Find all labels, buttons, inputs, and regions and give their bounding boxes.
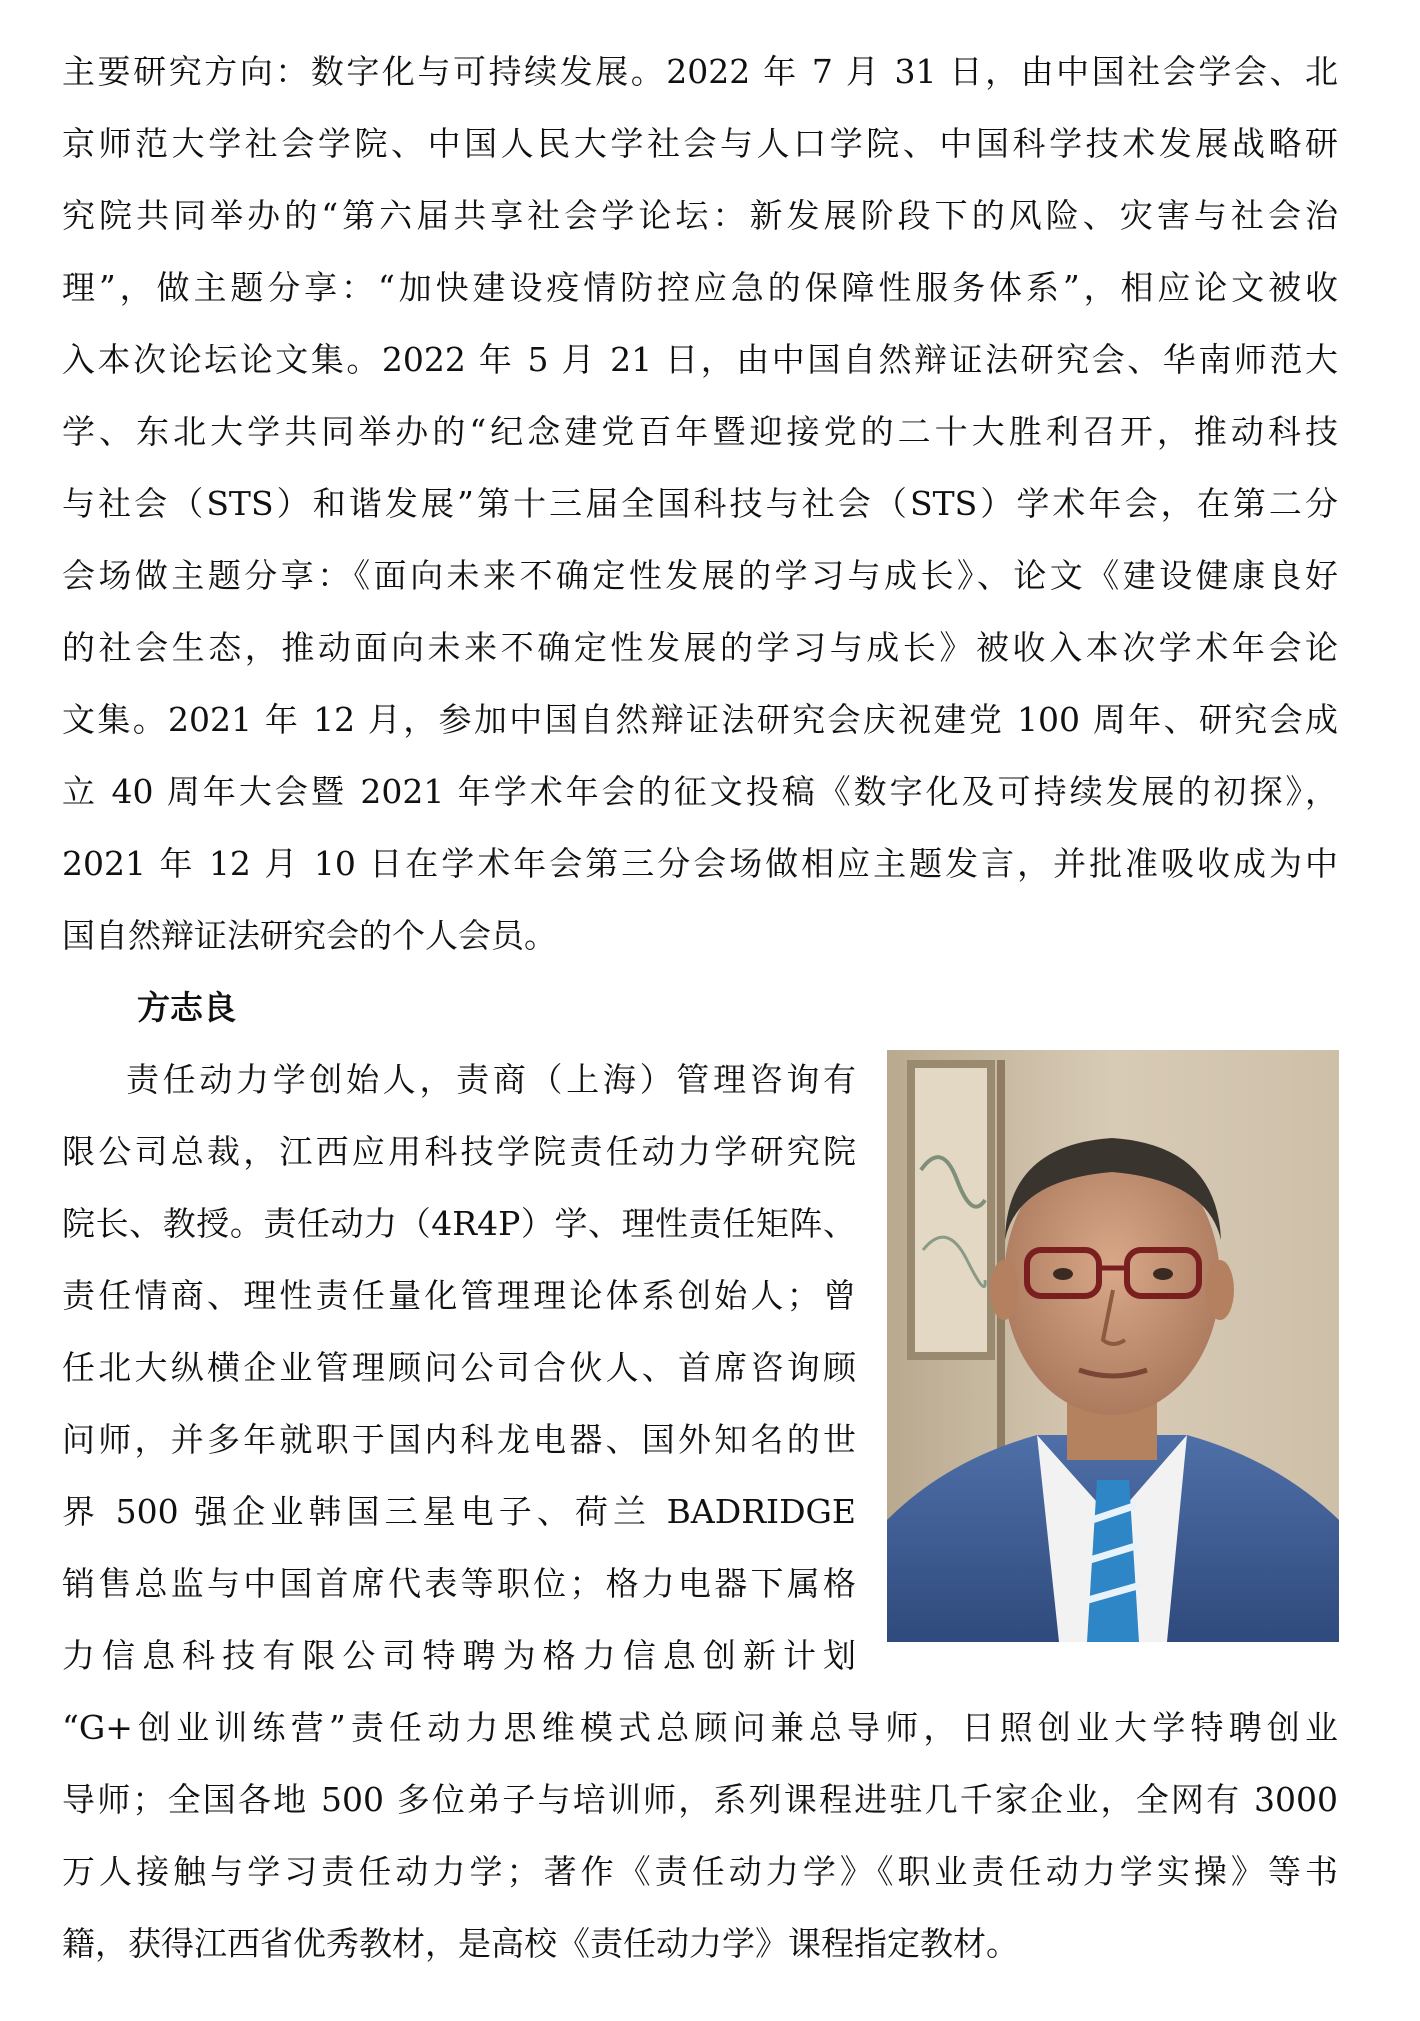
text-line: 入本次论坛论文集。2022 年 5 月 21 日，由中国自然辩证法研究会、华南师范大 [62,340,1338,379]
text-line: 立 40 周年大会暨 2021 年学术年会的征文投稿《数字化及可持续发展的初探》， [62,772,1338,811]
person-name: 方志良 [137,988,236,1027]
text-line: 学、东北大学共同举办的“纪念建党百年暨迎接党的二十大胜利召开，推动科技 [62,412,1338,451]
text-line: 理”，做主题分享：“加快建设疫情防控应急的保障性服务体系”，相应论文被收 [62,268,1338,307]
paragraph-research [62,42,1338,978]
text-line: 责任情商、理性责任量化管理理论体系创始人；曾 [62,1276,856,1315]
bio-side-text [62,1050,856,1698]
text-line: 问师，并多年就职于国内科龙电器、国外知名的世 [62,1420,856,1459]
text-line: 文集。2021 年 12 月，参加中国自然辩证法研究会庆祝建党 100 周年、研究会成 [62,700,1338,739]
text-line: 力信息科技有限公司特聘为格力信息创新计划 [62,1636,856,1675]
text-line: “G+创业训练营”责任动力思维模式总顾问兼总导师，日照创业大学特聘创业 [62,1708,1338,1747]
bio-continuation [62,1698,1338,1986]
text-line: 导师；全国各地 500 多位弟子与培训师，系列课程进驻几千家企业，全网有 3000 [62,1780,1338,1819]
text-line: 国自然辩证法研究会的个人会员。 [62,916,557,955]
text-line: 院长、教授。责任动力（4R4P）学、理性责任矩阵、 [62,1204,856,1243]
document-page [62,42,1338,1986]
text-line: 籍，获得江西省优秀教材，是高校《责任动力学》课程指定教材。 [62,1924,1019,1963]
text-line: 限公司总裁，江西应用科技学院责任动力学研究院 [62,1132,856,1171]
text-line: 京师范大学社会学院、中国人民大学社会与人口学院、中国科学技术发展战略研 [62,124,1338,163]
text-line: 主要研究方向：数字化与可持续发展。2022 年 7 月 31 日，由中国社会学会、北 [62,52,1338,91]
text-line: 万人接触与学习责任动力学；著作《责任动力学》《职业责任动力学实操》等书 [62,1852,1338,1891]
text-line: 会场做主题分享：《面向未来不确定性发展的学习与成长》、论文《建设健康良好 [62,556,1338,595]
text-line: 究院共同举办的“第六届共享社会学论坛：新发展阶段下的风险、灾害与社会治 [62,196,1338,235]
text-line: 销售总监与中国首席代表等职位；格力电器下属格 [62,1564,856,1603]
text-line: 与社会（STS）和谐发展”第十三届全国科技与社会（STS）学术年会，在第二分 [62,484,1338,523]
text-line: 责任动力学创始人，责商（上海）管理咨询有 [126,1060,856,1099]
text-line: 2021 年 12 月 10 日在学术年会第三分会场做相应主题发言，并批准吸收成为中 [62,844,1338,883]
bio-section [62,1050,1338,1698]
portrait-illustration [887,1050,1339,1642]
text-line: 任北大纵横企业管理顾问公司合伙人、首席咨询顾 [62,1348,856,1387]
text-line: 界 500 强企业韩国三星电子、荷兰 BADRIDGE [62,1492,856,1531]
portrait-photo [887,1050,1339,1642]
text-line: 的社会生态，推动面向未来不确定性发展的学习与成长》被收入本次学术年会论 [62,628,1338,667]
